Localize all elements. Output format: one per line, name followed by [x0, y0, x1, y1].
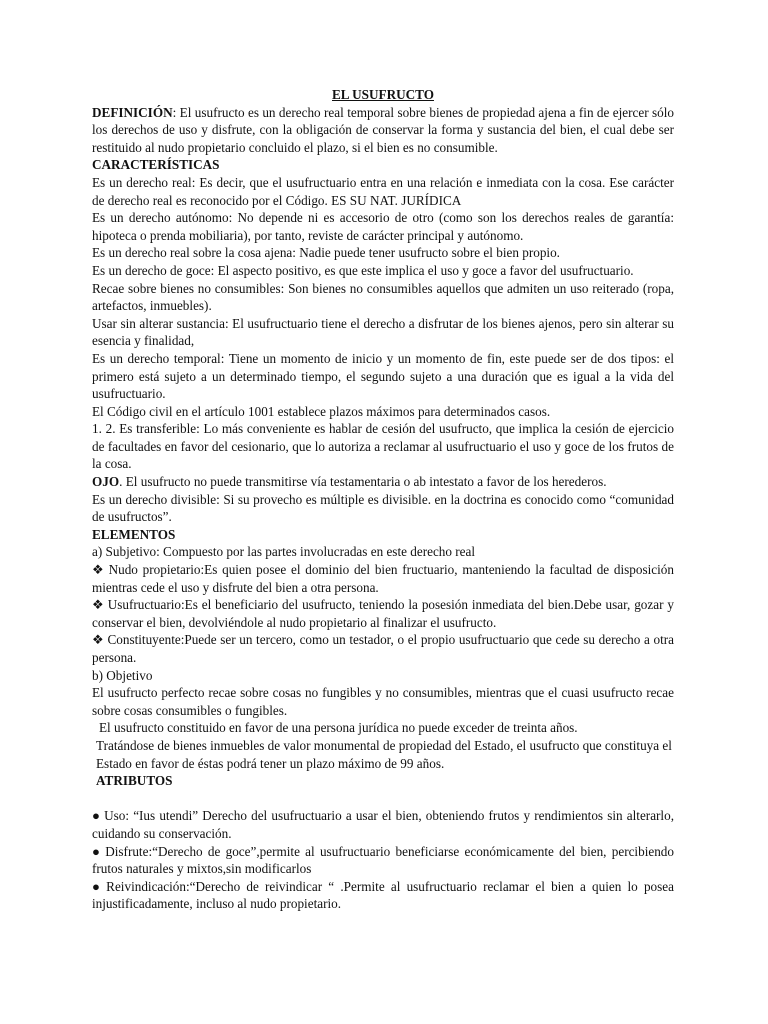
elements-heading: ELEMENTOS: [92, 526, 176, 542]
party-item: [92, 561, 674, 596]
characteristic-item: Es un derecho real sobre la cosa ajena: Nadie puede tener usufructo sobre el bien propio.: [92, 245, 560, 261]
diamond-bullet-icon: ❖: [92, 562, 104, 578]
party-item: [92, 631, 674, 666]
characteristic-item: El Código civil en el artículo 1001 establece plazos máximos para determinados casos.: [92, 403, 551, 419]
characteristic-item: 1. 2. Es transferible: Lo más conveniente es hablar de cesión del usufructo, que implica la cesión de ejercicio de facultades en favor del cesionario, que lo autoriza a reclamar al usufructuario el uso y goce de los frutos de la cosa.: [92, 421, 674, 472]
characteristic-item: Recae sobre bienes no consumibles: Son bienes no consumibles aquellos que admiten un uso reiterado (ropa, artefactos, inmuebles).: [92, 280, 674, 314]
dot-bullet-icon: ●: [92, 878, 100, 894]
document-page: [92, 86, 674, 913]
attribute-text: Reivindicación:“Derecho de reivindicar “ .Permite al usufructuario reclamar el bien a quien lo posea injustificadamente, incluso al nudo propietario.: [92, 878, 674, 912]
characteristic-item: Es un derecho autónomo: No depende ni es accesorio de otro (como son los derechos reales de garantía: hipoteca o prenda mobiliaria), por tanto, reviste de carácter principal y autónomo.: [92, 210, 674, 243]
attributes-heading: ATRIBUTOS: [96, 773, 173, 789]
ojo-paragraph: [92, 473, 674, 491]
attribute-item: [92, 807, 674, 842]
party-text: Usufructuario:Es el beneficiario del usufructo, teniendo la posesión inmediata del bien.Debe usar, gozar y conservar el bien, devolviéndole al nudo propietario al finalizar el usufructo.: [92, 597, 674, 630]
characteristic-item: Es un derecho temporal: Tiene un momento de inicio y un momento de fin, este puede ser de dos tipos: el primero está sujeto a un determinado tiempo, el segundo sujeto a una duración que es igual a la vida del usufructuario.: [92, 350, 674, 402]
spacer: [92, 790, 674, 808]
characteristic-item: Es un derecho real: Es decir, que el usufructuario entra en una relación e inmediata con la cosa. Ese carácter de derecho real es reconocido por el Código. ES SU NAT. JURÍDICA: [92, 174, 674, 208]
characteristic-item: Usar sin alterar sustancia: El usufructuario tiene el derecho a disfrutar de los bienes ajenos, pero sin alterar su esencia y finalidad,: [92, 315, 674, 349]
definition-label: DEFINICIÓN: [92, 104, 173, 120]
subjective-element: a) Subjetivo: Compuesto por las partes involucradas en este derecho real: [92, 544, 476, 560]
divisible-paragraph: Es un derecho divisible: Si su provecho es múltiple es divisible. en la doctrina es conocido como “comunidad de usufructos”.: [92, 491, 674, 525]
attribute-item: [92, 878, 674, 913]
objective-paragraph: El usufructo perfecto recae sobre cosas no fungibles y no consumibles, mientras que el cuasi usufructo recae sobre cosas consumibles o fungibles.: [92, 685, 674, 718]
attribute-text: Uso: “Ius utendi” Derecho del usufructuario a usar el bien, obteniendo frutos y rendimientos sin alterarlo, cuidando su conservación.: [92, 808, 674, 841]
attribute-text: Disfrute:“Derecho de goce”,permite al usufructuario beneficiarse económicamente del bien, percibiendo frutos naturales y mixtos,sin modificarlos: [92, 843, 674, 877]
dot-bullet-icon: ●: [92, 808, 100, 824]
characteristic-item: Es un derecho de goce: El aspecto positivo, es que este implica el uso y goce a favor del usufructuario.: [92, 262, 634, 278]
ojo-text: . El usufructo no puede transmitirse vía testamentaria o ab intestato a favor de los herederos.: [119, 474, 607, 490]
party-text: Constituyente:Puede ser un tercero, como un testador, o el propio usufructuario que cede su derecho a otra persona.: [92, 632, 674, 665]
document-title: EL USUFRUCTO: [332, 87, 434, 102]
dot-bullet-icon: ●: [92, 843, 100, 859]
state-property-paragraph: Tratándose de bienes inmuebles de valor monumental de propiedad del Estado, el usufructo que constituya el Estado en favor de éstas podrá tener un plazo máximo de 99 años.: [96, 737, 672, 771]
objective-element: b) Objetivo: [92, 667, 153, 683]
party-text: Nudo propietario:Es quien posee el dominio del bien fructuario, manteniendo la facultad de disposición mientras cede el uso y disfrute del bien a otra persona.: [92, 562, 674, 595]
legal-person-paragraph: El usufructo constituido en favor de una persona jurídica no puede exceder de treinta años.: [99, 720, 578, 736]
party-item: [92, 596, 674, 631]
definition-text: : El usufructo es un derecho real temporal sobre bienes de propiedad ajena a fin de ejercer sólo los derechos de uso y disfrute, con la obligación de conservar la forma y sustancia del bien, el cual debe ser restituido al nudo propietario concluido el plazo, si el bien es no consumible.: [92, 104, 674, 155]
characteristics-heading: CARACTERÍSTICAS: [92, 157, 220, 173]
definition-paragraph: [92, 104, 674, 157]
attribute-item: [92, 843, 674, 878]
diamond-bullet-icon: ❖: [92, 597, 104, 613]
ojo-label: OJO: [92, 474, 120, 490]
diamond-bullet-icon: ❖: [92, 632, 104, 648]
